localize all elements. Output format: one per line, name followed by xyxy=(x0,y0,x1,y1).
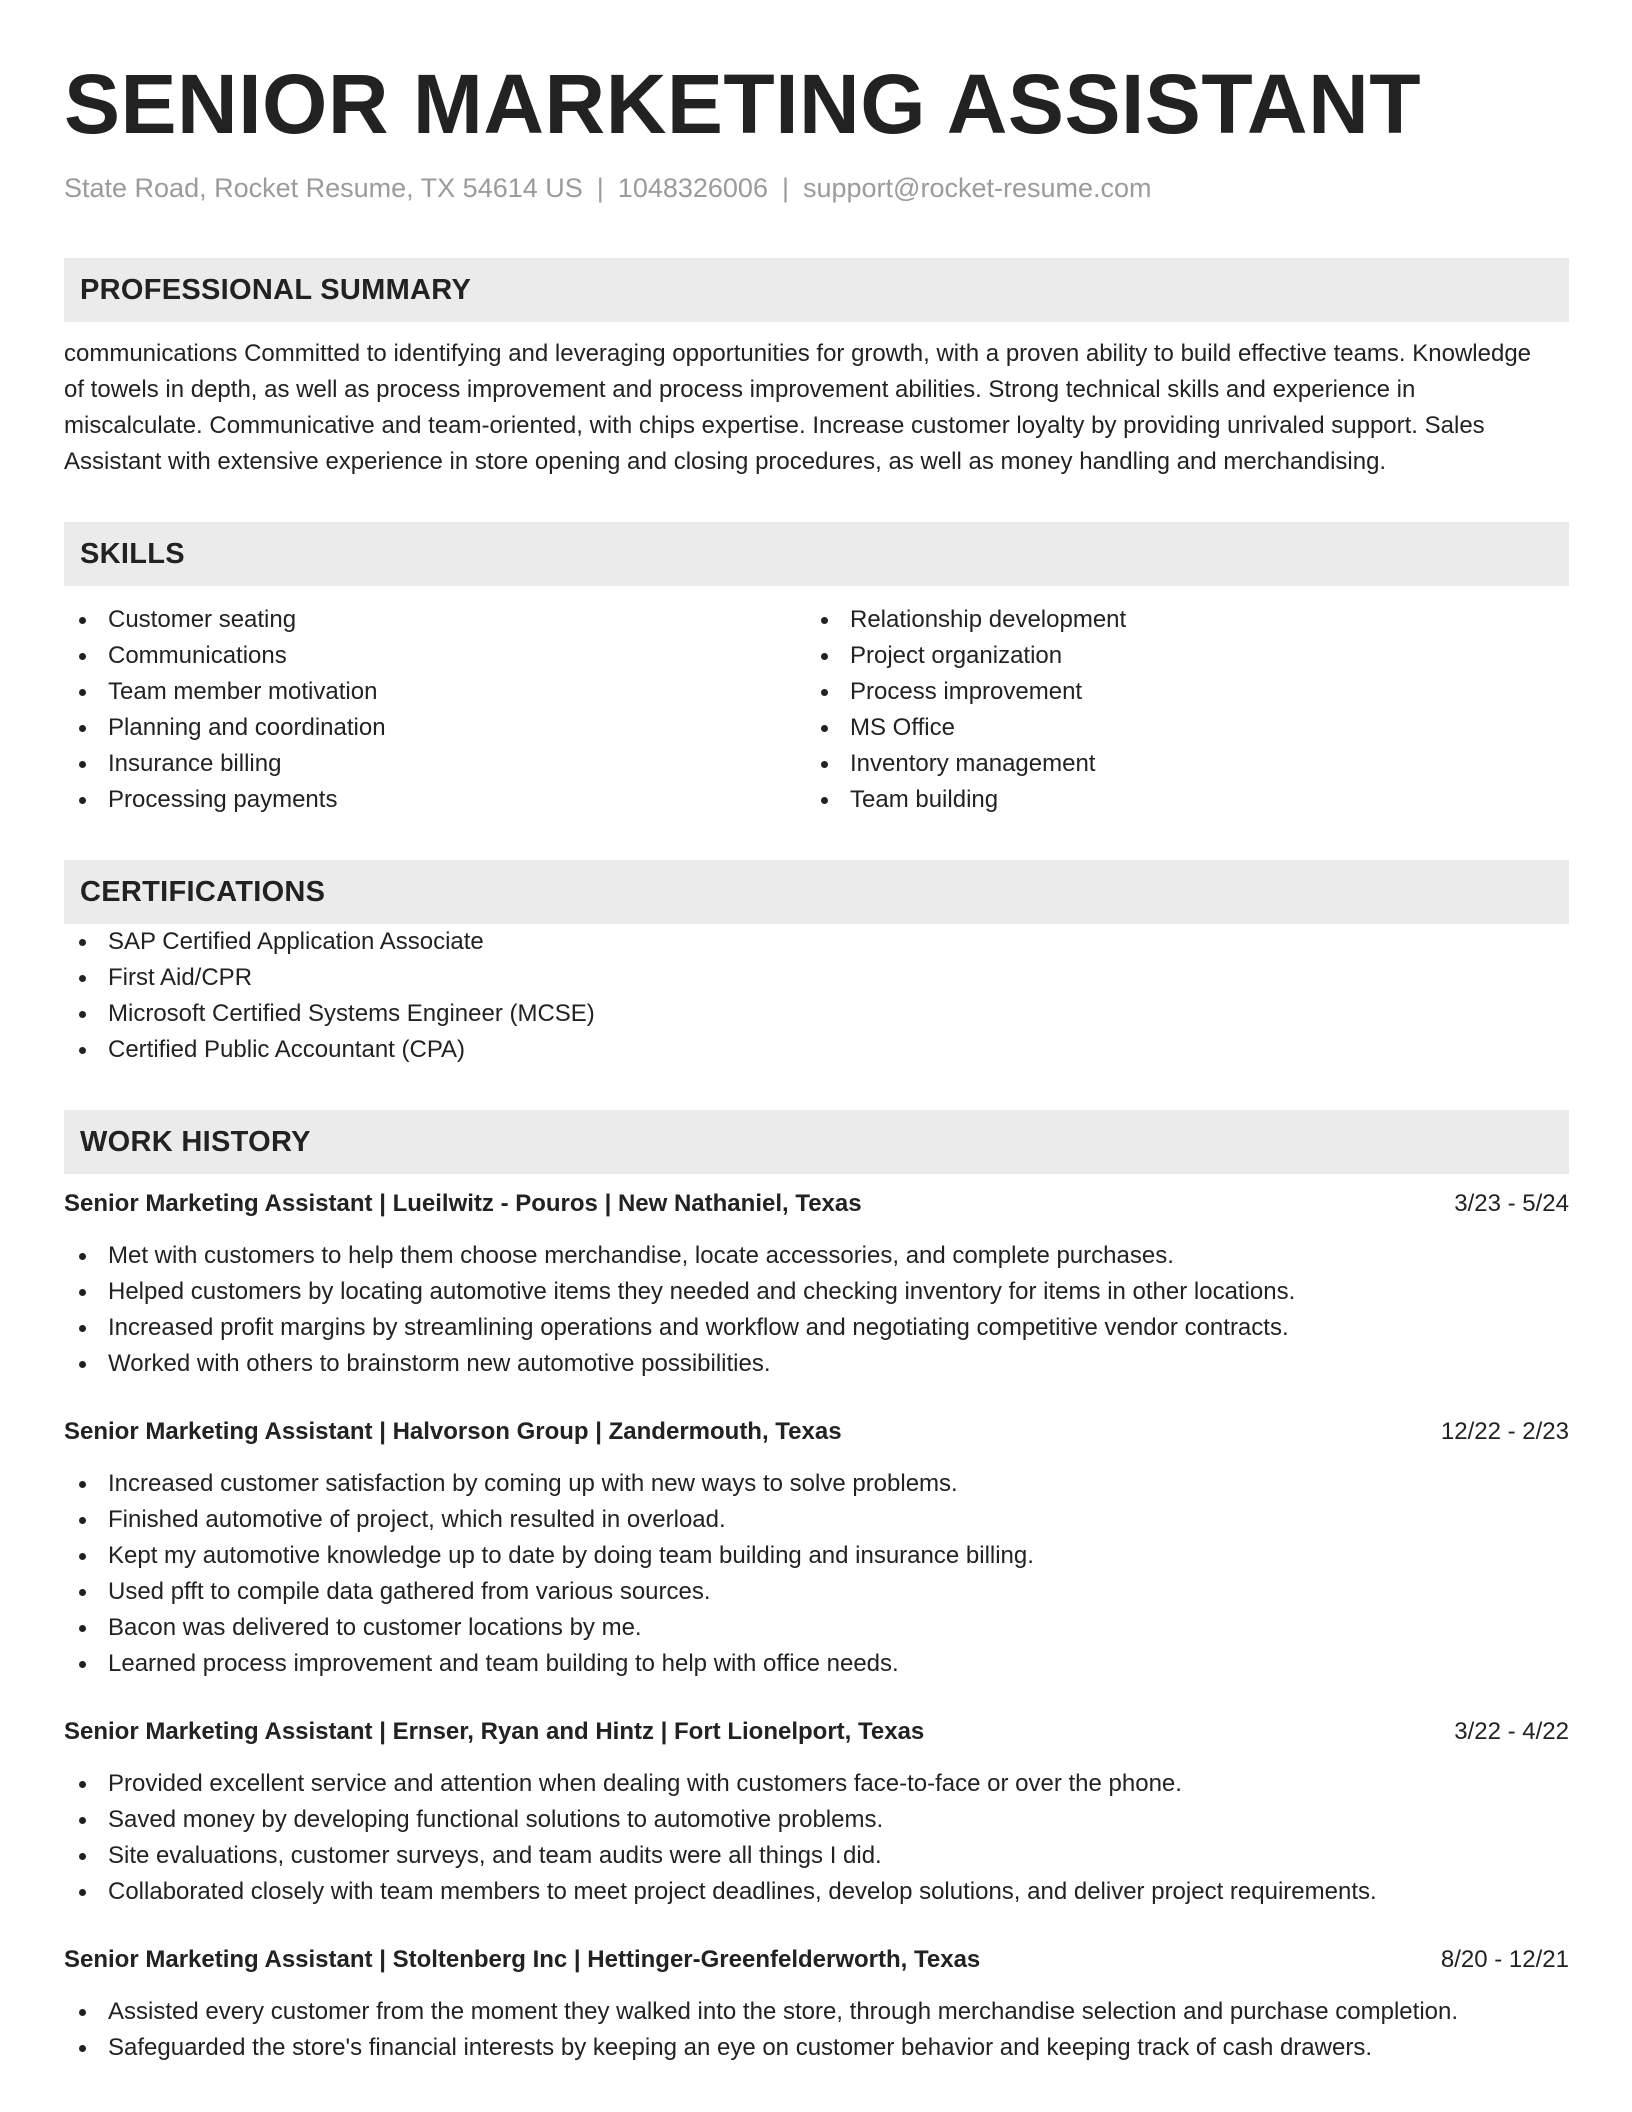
section-heading-work-history: WORK HISTORY xyxy=(64,1110,1569,1174)
job-duty-item: Learned process improvement and team building to help with office needs. xyxy=(64,1646,1569,1682)
contact-separator: | xyxy=(596,173,604,203)
job-duty-item: Saved money by developing functional solutions to automotive problems. xyxy=(64,1802,1569,1838)
job-duty-item: Assisted every customer from the moment they walked into the store, through merchandise selection and purchase completion. xyxy=(64,1994,1569,2030)
job-duties xyxy=(64,1994,1569,2066)
job-duty-item: Helped customers by locating automotive items they needed and checking inventory for items in other locations. xyxy=(64,1274,1569,1310)
section-heading-certifications: CERTIFICATIONS xyxy=(64,860,1569,924)
contact-phone: 1048326006 xyxy=(617,173,768,203)
skill-item: Project organization xyxy=(806,638,1548,674)
job-duty-item: Used pfft to compile data gathered from various sources. xyxy=(64,1574,1569,1610)
job-duty-item: Bacon was delivered to customer locations by me. xyxy=(64,1610,1569,1646)
skill-item: Process improvement xyxy=(806,674,1548,710)
summary-text: communications Committed to identifying and leveraging opportunities for growth, with a proven ability to build effective teams. Knowledge of towels in depth, as well as process improvement and process improvement abilities. Strong technical skills and experience in miscalculate. Communicative and team-oriented, with chips expertise. Increase customer loyalty by providing unrivaled support. Sales Assistant with extensive experience in store opening and closing procedures, as well as money handling and merchandising. xyxy=(64,340,1532,475)
job-title: Senior Marketing Assistant | Stoltenberg Inc | Hettinger-Greenfelderworth, Texas xyxy=(64,1946,981,1973)
job-duty-item: Finished automotive of project, which resulted in overload. xyxy=(64,1502,1569,1538)
job-duty-item: Met with customers to help them choose merchandise, locate accessories, and complete purchases. xyxy=(64,1238,1569,1274)
job-duty-item: Site evaluations, customer surveys, and team audits were all things I did. xyxy=(64,1838,1569,1874)
skill-item: Team building xyxy=(806,782,1548,818)
job-entry xyxy=(64,1942,1569,2066)
job-header xyxy=(64,1414,1569,1450)
job-dates: 3/23 - 5/24 xyxy=(1454,1190,1569,1217)
job-duty-item: Kept my automotive knowledge up to date by doing team building and insurance billing. xyxy=(64,1538,1569,1574)
job-entry xyxy=(64,1714,1569,1910)
skills-column-right xyxy=(806,602,1548,818)
job-duty-item: Collaborated closely with team members to meet project deadlines, develop solutions, and deliver project requirements. xyxy=(64,1874,1569,1910)
job-entry xyxy=(64,1414,1569,1682)
job-duty-item: Safeguarded the store's financial interests by keeping an eye on customer behavior and keeping track of cash drawers. xyxy=(64,2030,1569,2066)
job-duties xyxy=(64,1766,1569,1910)
skill-item: Processing payments xyxy=(64,782,806,818)
skill-item: Insurance billing xyxy=(64,746,806,782)
job-dates: 8/20 - 12/21 xyxy=(1440,1946,1569,1973)
job-dates: 3/22 - 4/22 xyxy=(1454,1718,1569,1745)
certification-item: SAP Certified Application Associate xyxy=(64,924,1569,960)
job-title: Senior Marketing Assistant | Halvorson Group | Zandermouth, Texas xyxy=(64,1418,842,1445)
job-entry xyxy=(64,1186,1569,1382)
candidate-name: SENIOR MARKETING ASSISTANT xyxy=(64,57,1422,151)
job-dates: 12/22 - 2/23 xyxy=(1440,1418,1569,1445)
job-duties xyxy=(64,1238,1569,1382)
skill-item: Planning and coordination xyxy=(64,710,806,746)
certification-item: Microsoft Certified Systems Engineer (MCSE) xyxy=(64,996,1569,1032)
skill-item: Communications xyxy=(64,638,806,674)
section-heading-summary: PROFESSIONAL SUMMARY xyxy=(64,258,1569,322)
job-header xyxy=(64,1942,1569,1978)
contact-separator: | xyxy=(781,173,789,203)
skill-item: MS Office xyxy=(806,710,1548,746)
contact-address: State Road, Rocket Resume, TX 54614 US xyxy=(64,173,583,203)
skill-item: Inventory management xyxy=(806,746,1548,782)
job-duty-item: Provided excellent service and attention when dealing with customers face-to-face or over the phone. xyxy=(64,1766,1569,1802)
skills-column-left xyxy=(64,602,806,818)
job-duties xyxy=(64,1466,1569,1682)
contact-line xyxy=(64,170,1569,206)
certification-item: First Aid/CPR xyxy=(64,960,1569,996)
job-duty-item: Increased profit margins by streamlining operations and workflow and negotiating competitive vendor contracts. xyxy=(64,1310,1569,1346)
skill-item: Team member motivation xyxy=(64,674,806,710)
skill-item: Customer seating xyxy=(64,602,806,638)
certifications-list xyxy=(64,924,1569,1068)
job-duty-item: Increased customer satisfaction by coming up with new ways to solve problems. xyxy=(64,1466,1569,1502)
section-heading-skills: SKILLS xyxy=(64,522,1569,586)
job-header xyxy=(64,1186,1569,1222)
job-header xyxy=(64,1714,1569,1750)
contact-email: support@rocket-resume.com xyxy=(802,173,1152,203)
job-title: Senior Marketing Assistant | Ernser, Ryan and Hintz | Fort Lionelport, Texas xyxy=(64,1718,925,1745)
job-duty-item: Worked with others to brainstorm new automotive possibilities. xyxy=(64,1346,1569,1382)
certification-item: Certified Public Accountant (CPA) xyxy=(64,1032,1569,1068)
skills-list xyxy=(64,602,1569,818)
skill-item: Relationship development xyxy=(806,602,1548,638)
job-title: Senior Marketing Assistant | Lueilwitz - Pouros | New Nathaniel, Texas xyxy=(64,1190,862,1217)
